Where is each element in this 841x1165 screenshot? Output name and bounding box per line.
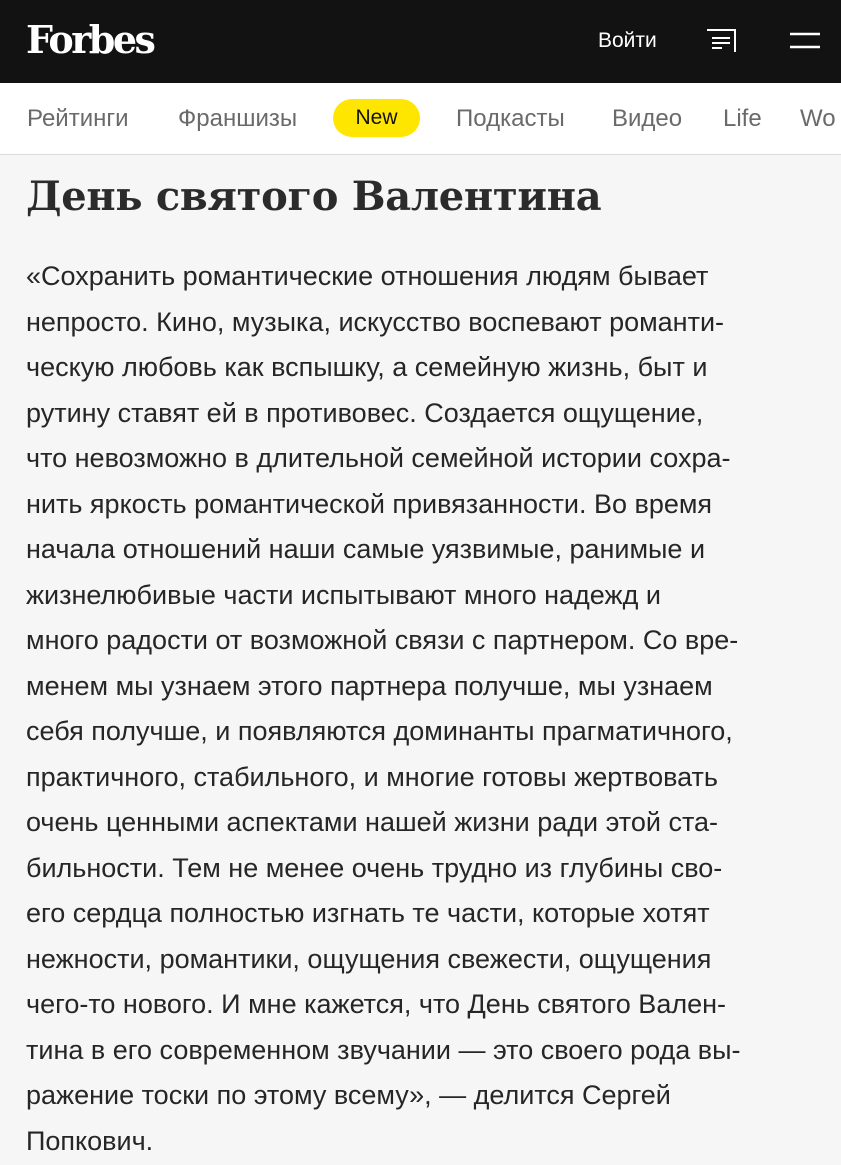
nav-item-video[interactable]: Видео [612,105,683,132]
article-line: нить яркость романтической привязанности. Во время [26,488,713,519]
article-line: непросто. Кино, музыка, искусство воспевают романти- [26,306,725,337]
article-line: жизнелюбивые части испытывают много надежд и [26,579,661,610]
nav-item-new-badge[interactable]: New [333,99,420,137]
list-icon[interactable] [705,27,737,55]
nav-item-podcasts[interactable]: Подкасты [456,105,565,132]
article-line: много радости от возможной связи с партнером. Со вре- [26,625,739,655]
article-line: ражение тоски по этому всему», — делится Сергей [26,1080,671,1110]
article-line: начала отношений наши самые уязвимые, ранимые и [26,534,706,564]
article-line: менем мы узнаем этого партнера получше, мы узнаем [26,670,713,701]
article-line: очень ценными аспектами нашей жизни ради этой ста- [26,807,719,837]
article-line: что невозможно в длительной семейной истории сохра- [26,443,731,473]
menu-icon[interactable] [790,31,820,51]
nav-item-ratings[interactable]: Рейтинги [27,105,129,132]
article-line: бильности. Тем не менее очень трудно из глубины сво- [26,852,723,883]
login-button[interactable]: Войти [598,29,657,52]
article-body [26,254,826,1164]
article-line: его сердца полностью изгнать те части, которые хотят [26,898,710,928]
article-line: Попкович. [26,1125,154,1156]
nav-item-life[interactable]: Life [723,105,762,132]
nav-item-women[interactable]: Wo [800,105,836,132]
article-line: тина в его современном звучании — это своего рода вы- [26,1034,741,1065]
article-line: практичного, стабильного, и многие готовы жертвовать [26,761,718,792]
article-line: «Сохранить романтические отношения людям бывает [26,261,709,291]
article-line: чего-то нового. И мне кажется, что День святого Вален- [26,989,727,1019]
forbes-logo[interactable]: Forbes [26,17,154,62]
article-line: нежности, романтики, ощущения свежести, ощущения [26,943,712,974]
section-nav [0,83,841,155]
article-title: День святого Валентина [26,173,602,220]
top-header [0,0,841,83]
article-line: ческую любовь как вспышку, а семейную жизнь, быт и [26,352,708,382]
article-line: рутину ставят ей в противовес. Создается ощущение, [26,397,704,428]
article-line: себя получше, и появляются доминанты прагматичного, [26,716,733,746]
nav-item-franchises[interactable]: Франшизы [178,105,298,132]
